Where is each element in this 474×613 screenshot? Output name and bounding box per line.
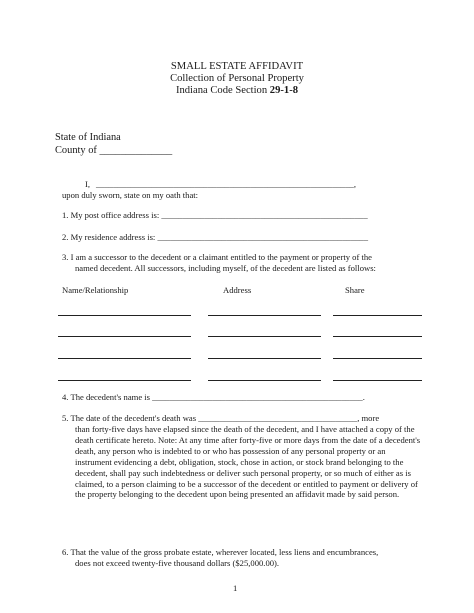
- state-line: State of Indiana: [55, 132, 121, 143]
- item-successor-line2: named decedent. All successors, including myself, of the decedent are listed as follows:: [75, 263, 376, 273]
- item-date-of-death-line1: 5. The date of the decedent's death was _____________________________________, more: [62, 413, 380, 423]
- successor-address-line-1: [208, 315, 321, 316]
- successor-name-line-3: [58, 358, 191, 359]
- item-post-office-address: 1. My post office address is: ________________________________________________: [62, 210, 368, 220]
- affiant-name-blank: ____________________________________________________________,: [96, 179, 356, 189]
- affiant-label: I,: [85, 179, 91, 189]
- successor-name-line-4: [58, 380, 191, 381]
- successor-name-line-1: [58, 315, 191, 316]
- document-subtitle: Collection of Personal Property: [170, 73, 304, 84]
- successor-address-line-2: [208, 336, 321, 337]
- item-decedent-name: 4. The decedent's name is _________________________________________________.: [62, 392, 365, 402]
- successor-share-line-4: [333, 380, 422, 381]
- successor-name-line-2: [58, 336, 191, 337]
- column-name-relationship: Name/Relationship: [62, 285, 129, 295]
- oath-statement: upon duly sworn, state on my oath that:: [62, 190, 199, 200]
- successor-share-line-3: [333, 358, 422, 359]
- successor-address-line-3: [208, 358, 321, 359]
- code-prefix: Indiana Code Section: [175, 85, 270, 96]
- item-estate-value-line2: does not exceed twenty-five thousand dollars ($25,000.00).: [75, 558, 280, 568]
- successor-share-line-1: [333, 315, 422, 316]
- successor-share-line-2: [333, 336, 422, 337]
- column-address: Address: [223, 285, 252, 295]
- item-successor-line1: 3. I am a successor to the decedent or a claimant entitled to the payment or property of the: [62, 252, 372, 262]
- column-share: Share: [345, 285, 365, 295]
- successor-address-line-4: [208, 380, 321, 381]
- item-date-of-death-body: than forty-five days have elapsed since the death of the decedent, and I have attached a copy of the death certificate hereto. Note: At any time after forty-five or more days from the date of a decedent's death, any person who is indebted to or who has possession of any personal property or an instrument evidencing a debt, obligation, stock, chose in action, or stock brand belonging to the decedent, shall pay such indebtedness or deliver such personal property, or so much of either as is claimed, to a person claiming to be a successor of the decedent or entitled to payment or delivery of the property belonging to the decedent upon being presented an affidavit made by said person.: [75, 424, 421, 500]
- code-number: 29-1-8: [269, 85, 299, 96]
- page-number: 1: [233, 583, 238, 593]
- code-section: [0, 85, 474, 97]
- document-title: SMALL ESTATE AFFIDAVIT: [170, 61, 304, 72]
- county-line: County of ______________: [55, 145, 173, 156]
- item-residence-address: 2. My residence address is: _________________________________________________: [62, 232, 369, 242]
- item-estate-value-line1: 6. That the value of the gross probate estate, wherever located, less liens and encumbrances,: [62, 547, 379, 557]
